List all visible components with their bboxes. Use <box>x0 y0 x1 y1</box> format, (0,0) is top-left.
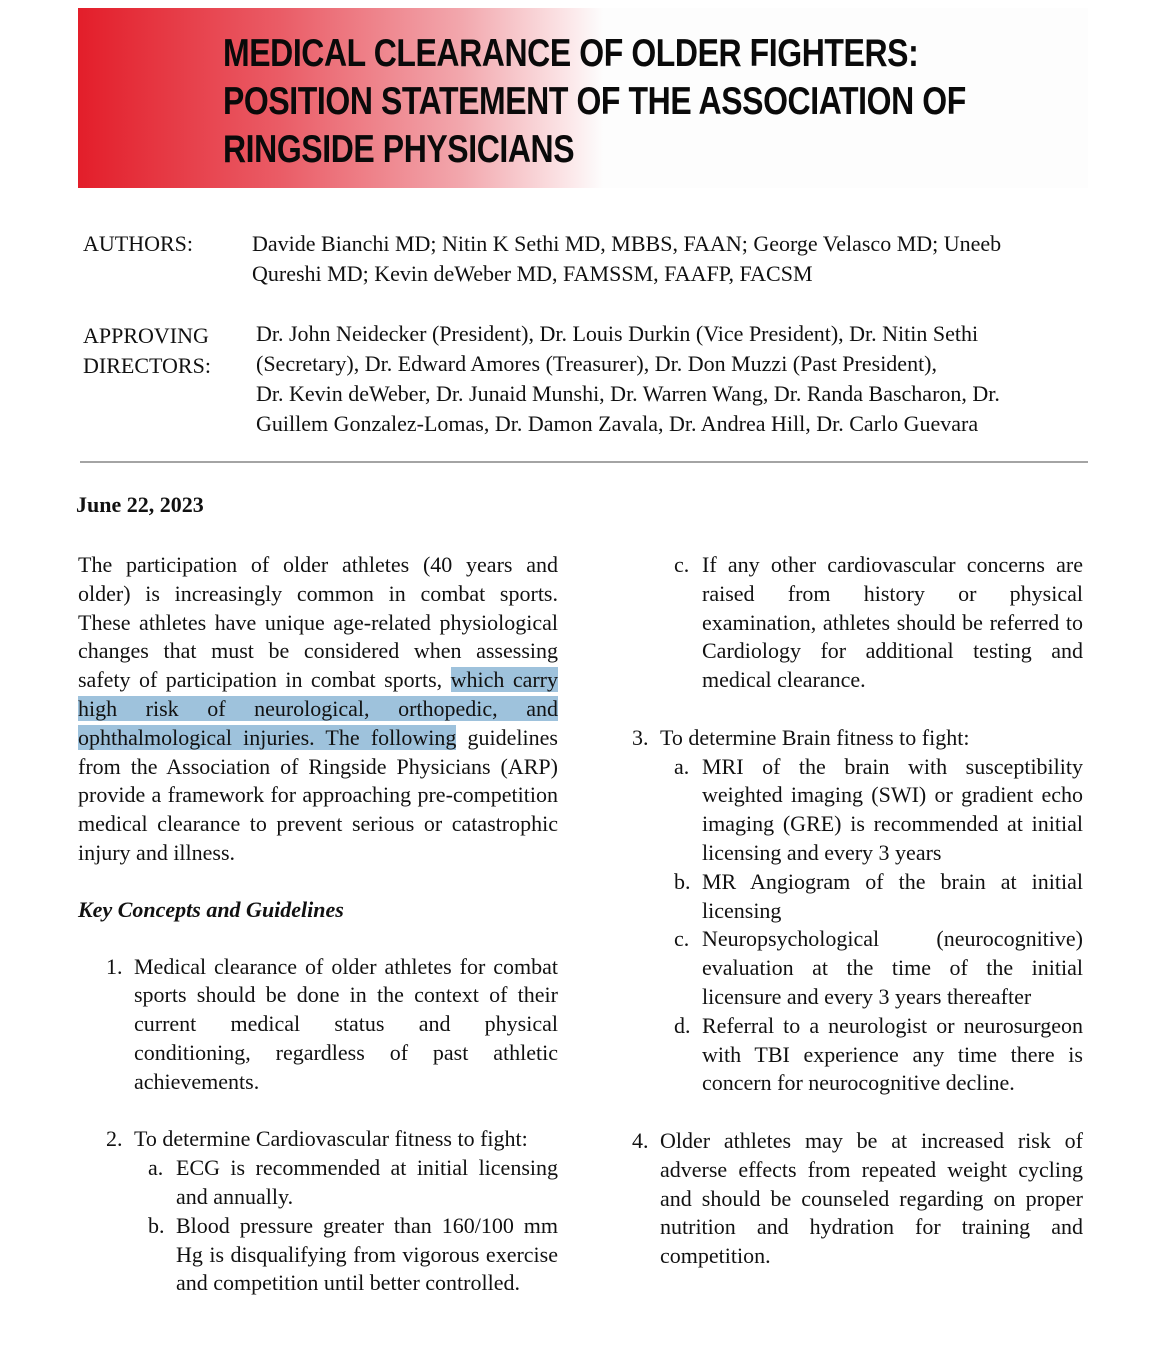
directors-line-4: Guillem Gonzalez-Lomas, Dr. Damon Zavala, Dr. Andrea Hill, Dr. Carlo Guevara <box>256 411 979 436</box>
directors-label-line-1: APPROVING <box>83 323 209 348</box>
subitem-letter: b. <box>148 1212 165 1238</box>
guideline-item-2 <box>106 1125 558 1298</box>
title-banner <box>78 8 1088 188</box>
subitem-letter: b. <box>674 868 691 894</box>
item-text: To determine Cardiovascular fitness to fight: <box>134 1126 528 1152</box>
subitem-text: MRI of the brain with susceptibility weighted imaging (SWI) or gradient echo imaging (GRE) is recommended at initial licensing and every 3 years <box>702 753 1083 865</box>
subitem-3b <box>674 868 1083 926</box>
publication-date: June 22, 2023 <box>76 492 204 517</box>
item-number: 3. <box>632 724 649 750</box>
document-title <box>223 30 966 174</box>
subitem-3a <box>674 753 1083 868</box>
section-heading: Key Concepts and Guidelines <box>78 896 344 922</box>
guideline-item-3 <box>632 724 1083 1098</box>
directors-list <box>256 319 1096 439</box>
subitem-letter: c. <box>674 926 690 952</box>
subitem-text: MR Angiogram of the brain at initial licensing <box>702 868 1083 923</box>
subitem-2b <box>148 1212 558 1298</box>
subitem-text: If any other cardiovascular concerns are raised from history or physical examination, athletes should be referred to Cardiology for additional testing and medical clearance. <box>702 552 1083 693</box>
selected-text-highlight[interactable]: which carry high risk of neurological, orthopedic, and ophthalmological injuries. The following <box>78 667 558 750</box>
authors-label: AUTHORS: <box>83 231 194 256</box>
subitem-2a <box>148 1154 558 1212</box>
section-divider <box>80 461 1088 463</box>
authors-list <box>252 229 1092 289</box>
subitem-letter: d. <box>674 1012 691 1038</box>
directors-line-2: (Secretary), Dr. Edward Amores (Treasurer), Dr. Don Muzzi (Past President), <box>256 351 938 376</box>
intro-paragraph[interactable] <box>78 551 558 868</box>
title-line-1: MEDICAL CLEARANCE OF OLDER FIGHTERS: <box>223 32 919 75</box>
right-column <box>630 551 1083 1271</box>
subitem-3d <box>674 1012 1083 1098</box>
subitem-text: Neuropsychological (neurocognitive) evaluation at the time of the initial licensure and every 3 years thereafter <box>702 926 1083 1009</box>
guideline-item-1 <box>106 953 558 1097</box>
subitem-text: Blood pressure greater than 160/100 mm Hg is disqualifying from vigorous exercise and competition until better controlled. <box>176 1212 558 1296</box>
subitem-2c <box>674 551 1083 695</box>
intro-text-end: guidelines from the Association of Ringside Physicians (ARP) provide a framework for approaching pre-competition medical clearance to prevent serious or catastrophic injury and illness. <box>78 724 558 865</box>
intro-text-start: The participation of older athletes (40 years and older) is increasingly common in combat sports. These athletes have unique age-related physiological changes that must be considered when assessing safety of participation in combat sports, <box>78 552 558 693</box>
guideline-item-4 <box>632 1127 1083 1271</box>
subitem-letter: a. <box>148 1155 164 1181</box>
item-text: To determine Brain fitness to fight: <box>660 724 970 750</box>
directors-label <box>83 321 211 381</box>
subitem-text: Referral to a neurologist or neurosurgeon with TBI experience any time there is concern for neurocognitive decline. <box>702 1012 1083 1096</box>
subitem-text: ECG is recommended at initial licensing and annually. <box>176 1155 558 1209</box>
subitem-letter: c. <box>674 552 690 577</box>
subitem-3c <box>674 925 1083 1011</box>
directors-line-3: Dr. Kevin deWeber, Dr. Junaid Munshi, Dr. Warren Wang, Dr. Randa Bascharon, Dr. <box>256 381 1000 406</box>
title-line-3: RINGSIDE PHYSICIANS <box>223 128 575 171</box>
directors-line-1: Dr. John Neidecker (President), Dr. Louis Durkin (Vice President), Dr. Nitin Sethi <box>256 321 979 346</box>
item-text: Older athletes may be at increased risk of adverse effects from repeated weight cycling and should be counseled regarding on proper nutrition and hydration for training and competition. <box>660 1127 1083 1269</box>
item-number: 2. <box>106 1126 123 1152</box>
directors-label-line-2: DIRECTORS: <box>83 353 211 378</box>
authors-line-2: Qureshi MD; Kevin deWeber MD, FAMSSM, FAAFP, FACSM <box>252 261 813 286</box>
item-number: 4. <box>632 1127 649 1153</box>
left-column <box>78 551 558 1298</box>
item-number: 1. <box>106 953 123 979</box>
authors-line-1: Davide Bianchi MD; Nitin K Sethi MD, MBBS, FAAN; George Velasco MD; Uneeb <box>252 231 1002 256</box>
title-line-2: POSITION STATEMENT OF THE ASSOCIATION OF <box>223 80 966 123</box>
item-text: Medical clearance of older athletes for combat sports should be done in the context of their current medical status and physical conditioning, regardless of past athletic achievements. <box>134 953 558 1094</box>
subitem-letter: a. <box>674 753 690 779</box>
